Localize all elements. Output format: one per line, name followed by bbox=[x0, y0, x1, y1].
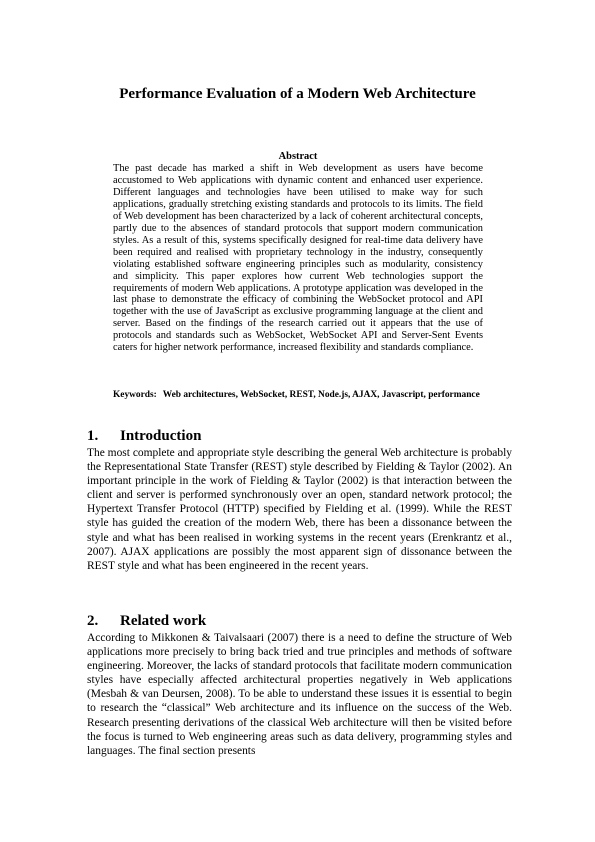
abstract-heading: Abstract bbox=[278, 151, 318, 162]
section-heading-introduction bbox=[87, 427, 512, 445]
abstract-text: The past decade has marked a shift in Web development as users have become accustomed to Web applications with dynamic content and enhanced user experience. Different languages and technologies have been utilised to make way for such applications, gradually stretching existing standards and protocols to its limits. The field of Web development has been characterized by a lack of coherent architectural concepts, partly due to the absences of standard protocols that support modern communication styles. As a result of this, systems specifically designed for real-time data delivery have been required and realised with proprietary technology in the industry, consequently violating established software engineering principles such as modularity, consistency and simplicity. This paper explores how current Web technologies support the requirements of modern Web applications. A prototype application was developed in the last phase to demonstrate the efficacy of combining the WebSocket protocol and API together with the use of JavaScript as exclusive programming language at the client and server. Based on the findings of the research carried out it appears that the use of protocols and standards such as WebSocket, WebSocket API and Server-Sent Events caters for higher network performance, increased flexibility and standards compliance. bbox=[113, 163, 483, 354]
section-title: Related work bbox=[120, 613, 207, 629]
section-heading-related-work bbox=[87, 612, 512, 630]
section-title: Introduction bbox=[120, 428, 202, 444]
keywords-block bbox=[113, 389, 483, 401]
paper-title: Performance Evaluation of a Modern Web Architecture bbox=[119, 86, 476, 102]
keywords-label: Keywords: bbox=[113, 390, 157, 400]
abstract-block bbox=[113, 151, 483, 354]
section-number: 2. bbox=[87, 613, 99, 629]
section-body-related-work bbox=[87, 631, 512, 758]
keywords-text: Web architectures, WebSocket, REST, Node.js, AJAX, Javascript, performance bbox=[162, 390, 480, 400]
paragraph: According to Mikkonen & Taivalsaari (2007) there is a need to define the structure of Web applications more precisely to bring back tried and true principles and methods of software engineering. Moreover, the lacks of standard protocols that facilitate modern communication styles have especially affected architectural properties negatively in Web applications (Mesbah & van Deursen, 2008). To be able to understand these issues it is essential to begin to research the “classical” Web architecture and its influence on the success of the Web. Research presenting derivations of the classical Web architecture will then be visited before the focus is turned to Web engineering areas such as data delivery, programming styles and languages. The final section presents bbox=[87, 632, 512, 757]
section-body-introduction bbox=[87, 446, 512, 573]
paragraph: The most complete and appropriate style describing the general Web architecture is probably the Representational State Transfer (REST) style described by Fielding & Taylor (2002). An important principle in the work of Fielding & Taylor (2002) is that interaction between the client and server is performed synchronously over an open, standard network protocol; the Hypertext Transfer Protocol (HTTP) specified by Fielding et al. (1999). While the REST style has guided the creation of the modern Web, there has been a dissonance between the style and what has been realised in working systems in the recent years (Erenkrantz et al., 2007). AJAX applications are possibly the most apparent sign of dissonance between the REST style and what has been engineered in the recent years. bbox=[87, 447, 512, 572]
section-number: 1. bbox=[87, 428, 99, 444]
